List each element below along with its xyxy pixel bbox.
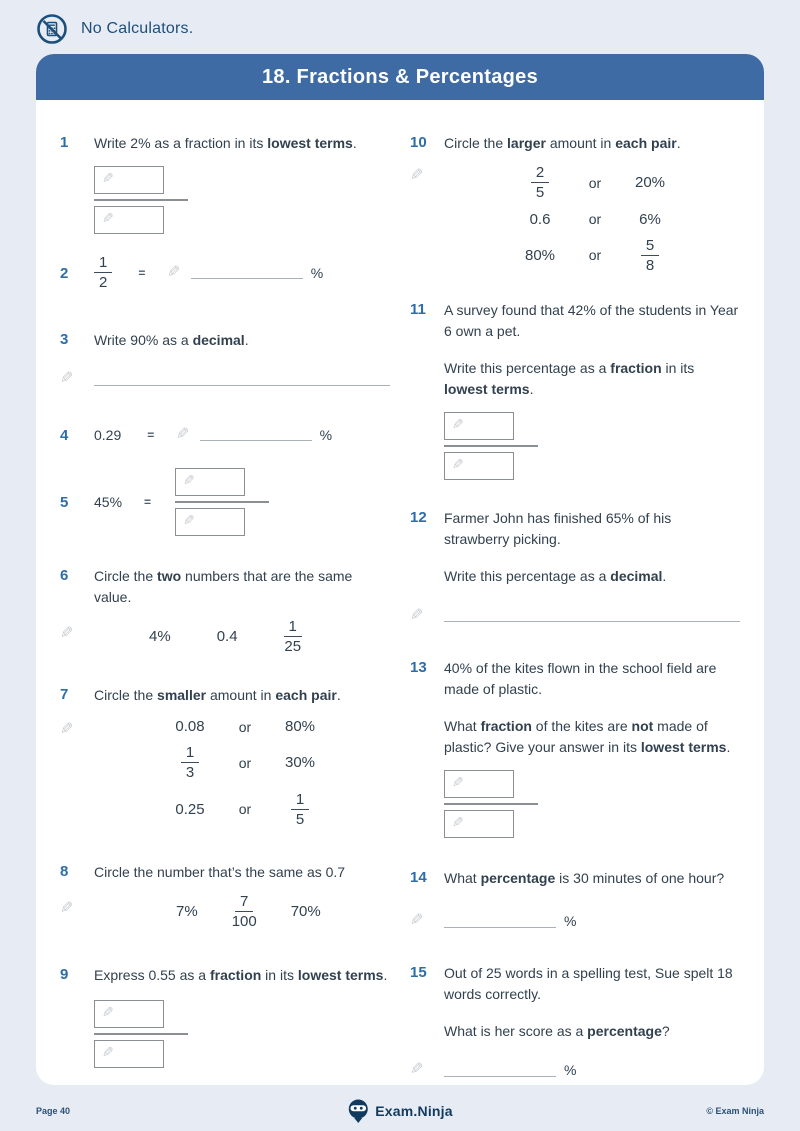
pair-option-b[interactable]: $\frac{5}{8}$ bbox=[618, 237, 682, 275]
question-1 bbox=[60, 133, 390, 234]
question-2-fraction: $\frac{1}{2}$ bbox=[94, 254, 112, 292]
no-calculator-icon bbox=[36, 13, 68, 45]
question-4 bbox=[60, 426, 390, 444]
or-label: or bbox=[588, 247, 602, 264]
question-4-answer-line[interactable] bbox=[200, 428, 312, 441]
question-9-fraction-answer[interactable] bbox=[94, 1000, 390, 1068]
percent-sign: % bbox=[564, 1062, 577, 1078]
pencil-icon: ✎ bbox=[167, 263, 181, 281]
question-7-text: Circle the smaller amount in each pair. bbox=[94, 687, 341, 703]
question-8 bbox=[60, 862, 390, 931]
question-11-number: 11 bbox=[410, 301, 426, 318]
pair-option-b[interactable]: 6% bbox=[639, 210, 661, 228]
question-2 bbox=[60, 254, 390, 292]
question-12-answer-line[interactable] bbox=[444, 609, 740, 622]
question-6-text: Circle the two numbers that are the same value. bbox=[94, 567, 353, 605]
pair-option-b[interactable]: $\frac{1}{5}$ bbox=[268, 791, 332, 829]
question-15 bbox=[410, 963, 740, 1078]
question-2-number: 2 bbox=[60, 264, 69, 282]
topbar bbox=[0, 0, 800, 54]
question-9 bbox=[60, 965, 390, 1068]
pair-option-a[interactable]: $\frac{1}{3}$ bbox=[158, 744, 222, 782]
question-14-number: 14 bbox=[410, 869, 427, 886]
or-label: or bbox=[588, 174, 602, 191]
pencil-icon: ✎ bbox=[102, 170, 114, 186]
equals-sign: = bbox=[138, 265, 146, 280]
question-5-value: 45% bbox=[94, 493, 123, 510]
pencil-icon: ✎ bbox=[102, 1003, 114, 1020]
right-column bbox=[410, 133, 740, 1078]
question-12 bbox=[410, 508, 740, 622]
question-14-text: What percentage is 30 minutes of one hour? bbox=[444, 870, 725, 886]
question-3-answer-line[interactable] bbox=[94, 373, 390, 386]
question-3-number: 3 bbox=[60, 330, 69, 348]
percent-sign: % bbox=[564, 913, 577, 929]
denominator-answer-box[interactable] bbox=[444, 810, 514, 838]
question-6-option-1[interactable]: 4% bbox=[149, 627, 171, 645]
pencil-icon: ✎ bbox=[102, 1043, 114, 1060]
fraction-bar bbox=[444, 445, 538, 447]
page-title: 18. Fractions & Percentages bbox=[262, 65, 538, 88]
pencil-icon: ✎ bbox=[452, 774, 464, 790]
question-8-option-2[interactable]: $\frac{7}{100}$ bbox=[231, 893, 257, 931]
question-15-instruction: What is her score as a percentage? bbox=[444, 1023, 670, 1039]
question-1-text: Write 2% as a fraction in its lowest terms. bbox=[94, 135, 357, 151]
question-11-instruction: Write this percentage as a fraction in its lowest terms. bbox=[444, 360, 695, 397]
pencil-icon: ✎ bbox=[410, 912, 424, 929]
pencil-icon: ✎ bbox=[452, 814, 464, 830]
question-10-pair-1 bbox=[508, 164, 740, 202]
question-11 bbox=[410, 300, 740, 480]
question-11-text: A survey found that 42% of the students in Year 6 own a pet. bbox=[444, 302, 739, 339]
fraction-bar bbox=[175, 501, 269, 503]
or-label: or bbox=[238, 754, 252, 771]
numerator-answer-box[interactable] bbox=[94, 166, 164, 194]
pencil-icon: ✎ bbox=[102, 210, 114, 226]
pair-option-a[interactable]: 0.08 bbox=[175, 718, 205, 735]
numerator-answer-box[interactable] bbox=[94, 1000, 164, 1028]
question-15-text: Out of 25 words in a spelling test, Sue spelt 18 words correctly. bbox=[444, 965, 733, 1002]
question-13-text: 40% of the kites flown in the school field are made of plastic. bbox=[444, 660, 717, 697]
equals-sign: = bbox=[147, 427, 155, 442]
question-10 bbox=[410, 133, 740, 274]
question-12-instruction: Write this percentage as a decimal. bbox=[444, 568, 667, 584]
question-8-option-1[interactable]: 7% bbox=[176, 903, 198, 921]
question-7-pair-3 bbox=[158, 791, 390, 829]
question-4-value: 0.29 bbox=[94, 426, 122, 443]
pencil-icon: ✎ bbox=[183, 471, 195, 488]
pencil-icon: ✎ bbox=[452, 456, 464, 472]
question-8-text: Circle the number that’s the same as 0.7 bbox=[94, 864, 346, 880]
ninja-icon bbox=[347, 1099, 369, 1123]
question-4-number: 4 bbox=[60, 426, 69, 444]
or-label: or bbox=[588, 211, 602, 227]
question-7-pair-2 bbox=[158, 744, 390, 782]
question-7-number: 7 bbox=[60, 686, 69, 703]
percent-sign: % bbox=[310, 264, 324, 281]
question-11-fraction-answer[interactable] bbox=[444, 412, 740, 480]
pair-option-b[interactable]: 30% bbox=[284, 754, 316, 772]
question-5-fraction-answer[interactable] bbox=[175, 468, 269, 536]
left-column bbox=[60, 133, 390, 1078]
pencil-icon: ✎ bbox=[410, 1061, 424, 1078]
pencil-icon: ✎ bbox=[176, 425, 190, 443]
numerator-answer-box[interactable] bbox=[444, 412, 514, 440]
pencil-icon: ✎ bbox=[60, 624, 74, 642]
numerator-answer-box[interactable] bbox=[444, 770, 514, 798]
question-6-option-3[interactable]: $\frac{1}{25}$ bbox=[284, 617, 302, 655]
page-number: Page 40 bbox=[36, 1106, 71, 1116]
worksheet-card bbox=[36, 54, 764, 1085]
pair-option-b[interactable]: 20% bbox=[634, 174, 666, 192]
pencil-icon: ✎ bbox=[452, 416, 464, 432]
brand-logo bbox=[347, 1099, 452, 1123]
question-13 bbox=[410, 658, 740, 838]
question-12-number: 12 bbox=[410, 509, 427, 526]
question-3 bbox=[60, 330, 390, 386]
question-10-number: 10 bbox=[410, 134, 427, 151]
question-9-text: Express 0.55 as a fraction in its lowest terms. bbox=[94, 966, 388, 983]
equals-sign: = bbox=[144, 494, 152, 509]
percent-sign: % bbox=[319, 426, 333, 443]
question-13-instruction: What fraction of the kites are not made of plastic? Give your answer in its lowest terms. bbox=[444, 718, 731, 755]
pencil-icon: ✎ bbox=[410, 167, 424, 184]
pencil-icon: ✎ bbox=[60, 900, 74, 917]
question-6 bbox=[60, 566, 390, 656]
pencil-icon: ✎ bbox=[60, 721, 74, 738]
no-calculators-label: No Calculators. bbox=[81, 19, 194, 37]
question-15-number: 15 bbox=[410, 964, 427, 981]
or-label: or bbox=[238, 801, 252, 818]
question-7 bbox=[60, 685, 390, 828]
pencil-icon: ✎ bbox=[183, 511, 195, 528]
question-5 bbox=[60, 468, 390, 536]
question-7-pair-1 bbox=[158, 718, 390, 735]
fraction-bar bbox=[444, 803, 538, 805]
question-13-fraction-answer[interactable] bbox=[444, 770, 740, 838]
question-5-number: 5 bbox=[60, 493, 69, 511]
numerator-answer-box[interactable] bbox=[175, 468, 245, 496]
pair-option-a[interactable]: $\frac{2}{5}$ bbox=[508, 164, 572, 202]
question-1-fraction-answer[interactable] bbox=[94, 166, 390, 234]
question-9-number: 9 bbox=[60, 965, 69, 983]
question-6-number: 6 bbox=[60, 566, 69, 584]
question-8-option-3[interactable]: 70% bbox=[290, 903, 321, 921]
question-6-option-2[interactable]: 0.4 bbox=[216, 627, 238, 645]
pair-option-a[interactable]: 0.25 bbox=[175, 800, 205, 818]
question-14-answer-line[interactable] bbox=[444, 915, 556, 928]
question-10-pair-2 bbox=[508, 211, 740, 228]
copyright: © Exam Ninja bbox=[706, 1106, 764, 1116]
question-10-text: Circle the larger amount in each pair. bbox=[444, 135, 681, 151]
worksheet-title-bar bbox=[36, 54, 764, 100]
question-14 bbox=[410, 868, 740, 929]
or-label: or bbox=[238, 718, 252, 735]
question-12-text: Farmer John has finished 65% of his strawberry picking. bbox=[444, 510, 672, 547]
pair-option-a[interactable]: 80% bbox=[524, 246, 556, 264]
question-2-answer-line[interactable] bbox=[191, 266, 303, 279]
denominator-answer-box[interactable] bbox=[444, 452, 514, 480]
question-13-number: 13 bbox=[410, 659, 427, 676]
denominator-answer-box[interactable] bbox=[175, 508, 245, 536]
question-3-text: Write 90% as a decimal. bbox=[94, 331, 249, 348]
denominator-answer-box[interactable] bbox=[94, 1040, 164, 1068]
pair-option-a[interactable]: 0.6 bbox=[529, 210, 551, 228]
fraction-bar bbox=[94, 1033, 188, 1035]
pencil-icon: ✎ bbox=[410, 606, 424, 624]
brand-name: Exam.Ninja bbox=[375, 1103, 453, 1119]
fraction-bar bbox=[94, 199, 188, 201]
question-8-number: 8 bbox=[60, 863, 69, 880]
page-footer bbox=[0, 1091, 800, 1131]
question-1-number: 1 bbox=[60, 134, 69, 151]
pair-option-b[interactable]: 80% bbox=[284, 718, 316, 735]
denominator-answer-box[interactable] bbox=[94, 206, 164, 234]
question-15-answer-line[interactable] bbox=[444, 1064, 556, 1077]
question-10-pair-3 bbox=[508, 237, 740, 275]
pencil-icon: ✎ bbox=[60, 370, 74, 387]
worksheet-content bbox=[36, 100, 764, 1085]
